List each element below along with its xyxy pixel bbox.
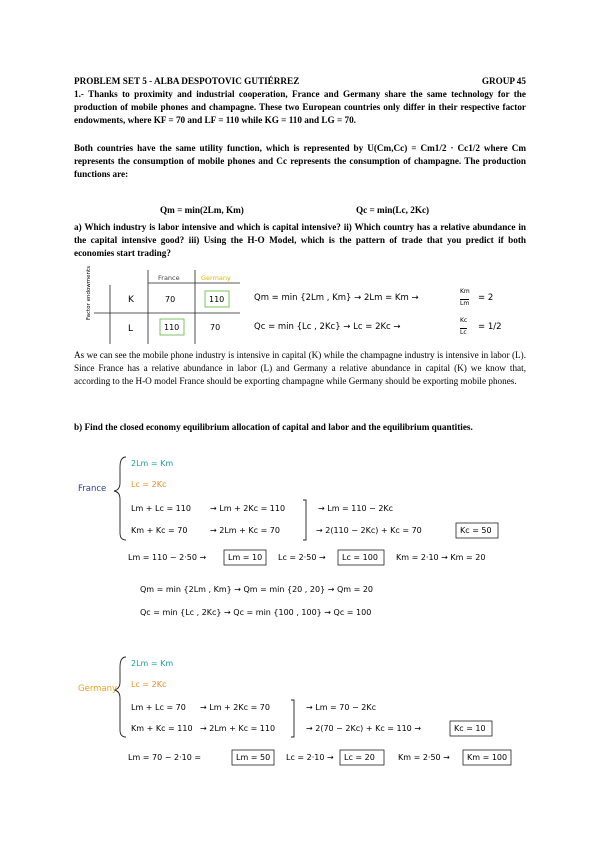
germany-eq-4a: Km + Kc = 110: [131, 724, 193, 733]
table-row-l: L: [128, 324, 134, 334]
table-col-germany: Germany: [201, 274, 231, 282]
table-col-france: France: [158, 274, 180, 282]
germany-eq-4c: → 2(70 − 2Kc) + Kc = 110 →: [306, 724, 422, 733]
group-number: GROUP 45: [481, 76, 526, 86]
table-row-label: Factor endowments: [86, 265, 92, 320]
france-calc-lm: Lm = 110 − 2·50 →: [128, 553, 207, 562]
france-calc-lc: Lc = 2·50 →: [278, 553, 326, 562]
table-france-k: 70: [165, 295, 176, 304]
table-row-k: K: [128, 295, 134, 305]
hw-result-1: = 2: [478, 293, 494, 303]
question-a: a) Which industry is labor intensive and which is capital intensive? ii) Which country has a relative abundance in the capital intensive good? iii) Using the H-O Model, which is the pattern of trade that you predict if both economies start trading?: [74, 222, 526, 259]
france-eq-2: Lc = 2Kc: [131, 480, 167, 489]
hw-frac2-den: Lc: [460, 329, 467, 336]
germany-eq-3a: Lm + Lc = 70: [131, 703, 186, 712]
germany-result-lc: Lc = 20: [344, 753, 375, 762]
question-b: b) Find the closed economy equilibrium allocation of capital and labor and the equilibrium quantities.: [74, 422, 473, 432]
intro-paragraph-2: Both countries have the same utility function, which is represented by U(Cm,Cc) = Cm1/2 · Cc1/2 where Cm represents the consumption of mobile phones and Cc represents the consumption of champagne. The production functions are:: [74, 143, 526, 180]
france-eq-1: 2Lm = Km: [131, 459, 174, 468]
germany-calc-km: Km = 2·50 →: [398, 753, 450, 762]
france-result-km: Km = 2·10 → Km = 20: [396, 553, 486, 562]
hw-champagne-ratio: Qc = min {Lc , 2Kc} → Lc = 2Kc →: [254, 322, 401, 332]
france-eq-3c: → Lm = 110 − 2Kc: [318, 504, 394, 513]
germany-eq-1: 2Lm = Km: [131, 659, 174, 668]
table-germany-k: 110: [209, 295, 225, 304]
france-label: France: [78, 484, 107, 494]
france-qc: Qc = min {Lc , 2Kc} → Qc = min {100 , 100} → Qc = 100: [140, 608, 372, 617]
germany-eq-4b: → 2Lm + Kc = 110: [200, 724, 276, 733]
france-result-kc: Kc = 50: [460, 526, 492, 535]
france-result-lm: Lm = 10: [228, 553, 263, 562]
germany-calc-lc: Lc = 2·10 →: [286, 753, 334, 762]
intro-paragraph-1: 1.- Thanks to proximity and industrial cooperation, France and Germany share the same technology for the production of mobile phones and champagne. These two European countries only differ in their respective factor endowments, where KF = 70 and LF = 110 while KG = 110 and LG = 70.: [74, 89, 526, 126]
table-germany-l: 70: [210, 323, 221, 332]
germany-eq-2: Lc = 2Kc: [131, 680, 167, 689]
production-function-champagne: Qc = min(Lc, 2Kc): [356, 205, 430, 215]
germany-result-lm: Lm = 50: [236, 753, 271, 762]
france-eq-4c: → 2(110 − 2Kc) + Kc = 70: [316, 526, 422, 535]
table-france-l: 110: [164, 323, 180, 332]
hw-result-2: = 1/2: [478, 322, 502, 332]
germany-result-km: Km = 100: [467, 753, 508, 762]
france-eq-3a: Lm + Lc = 110: [131, 504, 191, 513]
germany-result-kc: Kc = 10: [454, 724, 486, 733]
hw-frac1-num: Km: [460, 288, 470, 295]
france-qm: Qm = min {2Lm , Km} → Qm = min {20 , 20} → Qm = 20: [140, 585, 374, 594]
header-title: PROBLEM SET 5 - ALBA DESPOTOVIC GUTIÉRREZ: [74, 76, 300, 86]
hw-frac1-den: Lm: [460, 300, 470, 307]
france-eq-4a: Km + Kc = 70: [131, 526, 188, 535]
production-function-mobile: Qm = min(2Lm, Km): [160, 205, 244, 215]
germany-calc-lm: Lm = 70 − 2·10 =: [128, 753, 202, 762]
germany-eq-3b: → Lm + 2Kc = 70: [200, 703, 270, 712]
germany-eq-3c: → Lm = 70 − 2Kc: [306, 703, 376, 712]
germany-label: Germany: [78, 684, 118, 694]
answer-a: As we can see the mobile phone industry is intensive in capital (K) while the champagne industry is intensive in labor (L). Since France has a relative abundance in labor (L) and Germany a relative abundance in capital (K) we know that, according to the H-O model France should be exporting champagne while Germany should be exporting mobile phones.: [74, 350, 526, 387]
france-eq-3b: → Lm + 2Kc = 110: [210, 504, 286, 513]
hw-frac2-num: Kc: [460, 317, 468, 324]
hw-mobile-ratio: Qm = min {2Lm , Km} → 2Lm = Km →: [254, 293, 419, 303]
france-eq-4b: → 2Lm + Kc = 70: [210, 526, 280, 535]
france-result-lc: Lc = 100: [342, 553, 378, 562]
